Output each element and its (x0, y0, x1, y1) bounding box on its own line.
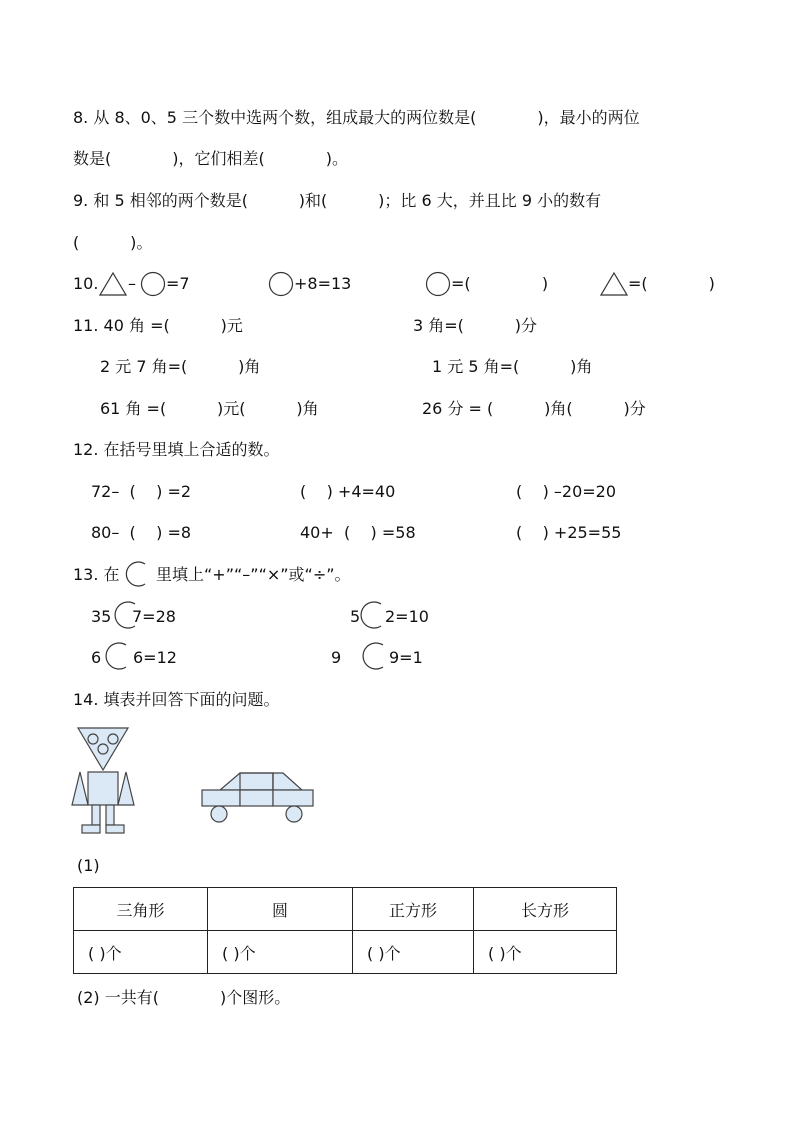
q11-row1-left: 11. 40 角 =( )元 (73, 316, 243, 335)
q12-a2: ( ) +4=40 (300, 482, 396, 501)
table-row (74, 931, 617, 974)
q10-minus: – (128, 274, 136, 293)
q13-e3-left: 6 (91, 648, 102, 667)
table-header-row (74, 888, 617, 931)
circle-icon (140, 271, 166, 297)
q14-part2: (2) 一共有( )个图形。 (77, 988, 291, 1007)
q13-e3-right: 6=12 (133, 648, 177, 667)
q11-row3-right: 26 分 = ( )角( )分 (422, 399, 646, 418)
q12-title: 12. 在括号里填上合适的数。 (73, 440, 280, 459)
q14-part1: (1) (77, 856, 100, 875)
q13-e4-left: 9 (331, 648, 342, 667)
circle-icon (425, 271, 451, 297)
circle-icon (268, 271, 294, 297)
car-figure (198, 770, 320, 826)
q13-title-post: 里填上“+”“–”“×”或“÷”。 (156, 565, 351, 584)
q8-line1: 8. 从 8、0、5 三个数中选两个数，组成最大的两位数是( )，最小的两位 (73, 108, 640, 127)
q9-line2: ( )。 (73, 233, 153, 252)
answer-cell[interactable]: ( )个 (353, 931, 474, 974)
circle-blank-icon (101, 641, 131, 671)
q12-a1: 72– ( ) =2 (91, 482, 192, 501)
triangle-icon (99, 272, 127, 296)
shape-count-table (73, 887, 617, 974)
q12-b3: ( ) +25=55 (516, 523, 622, 542)
answer-cell[interactable]: ( )个 (208, 931, 353, 974)
q8-line2: 数是( )，它们相差( )。 (73, 149, 349, 168)
q10-expr3: =( ) (451, 274, 549, 293)
q13-e2-left: 5 (350, 607, 361, 626)
q10-expr4: =( ) (628, 274, 715, 293)
q10-expr2: +8=13 (294, 274, 352, 293)
q10-expr1-result: =7 (166, 274, 190, 293)
q13-e4-right: 9=1 (389, 648, 423, 667)
q12-b2: 40+ ( ) =58 (300, 523, 416, 542)
q13-e2-right: 2=10 (385, 607, 429, 626)
answer-cell[interactable]: ( )个 (74, 931, 208, 974)
circle-blank-icon (356, 600, 386, 630)
q11-row2-left: 2 元 7 角=( )角 (100, 357, 261, 376)
q12-b1: 80– ( ) =8 (91, 523, 192, 542)
table-header-cell: 正方形 (353, 888, 474, 931)
q13-e1-right: 7=28 (132, 607, 176, 626)
q13-e1-left: 35 (91, 607, 112, 626)
circle-blank-icon (358, 641, 388, 671)
q11-row2-right: 1 元 5 角=( )角 (432, 357, 593, 376)
q9-line1: 9. 和 5 相邻的两个数是( )和( )；比 6 大，并且比 9 小的数有 (73, 191, 602, 210)
q11-row3-left: 61 角 =( )元( )角 (100, 399, 319, 418)
triangle-icon (600, 272, 628, 296)
circle-blank-icon (120, 560, 150, 588)
robot-figure (68, 726, 140, 838)
q10-number: 10. (73, 274, 99, 293)
q13-title-pre: 13. 在 (73, 565, 120, 584)
q11-row1-right: 3 角=( )分 (413, 316, 538, 335)
answer-cell[interactable]: ( )个 (474, 931, 617, 974)
q12-a3: ( ) –20=20 (516, 482, 617, 501)
table-header-cell: 圆 (208, 888, 353, 931)
table-header-cell: 长方形 (474, 888, 617, 931)
q14-title: 14. 填表并回答下面的问题。 (73, 690, 280, 709)
table-header-cell: 三角形 (74, 888, 208, 931)
